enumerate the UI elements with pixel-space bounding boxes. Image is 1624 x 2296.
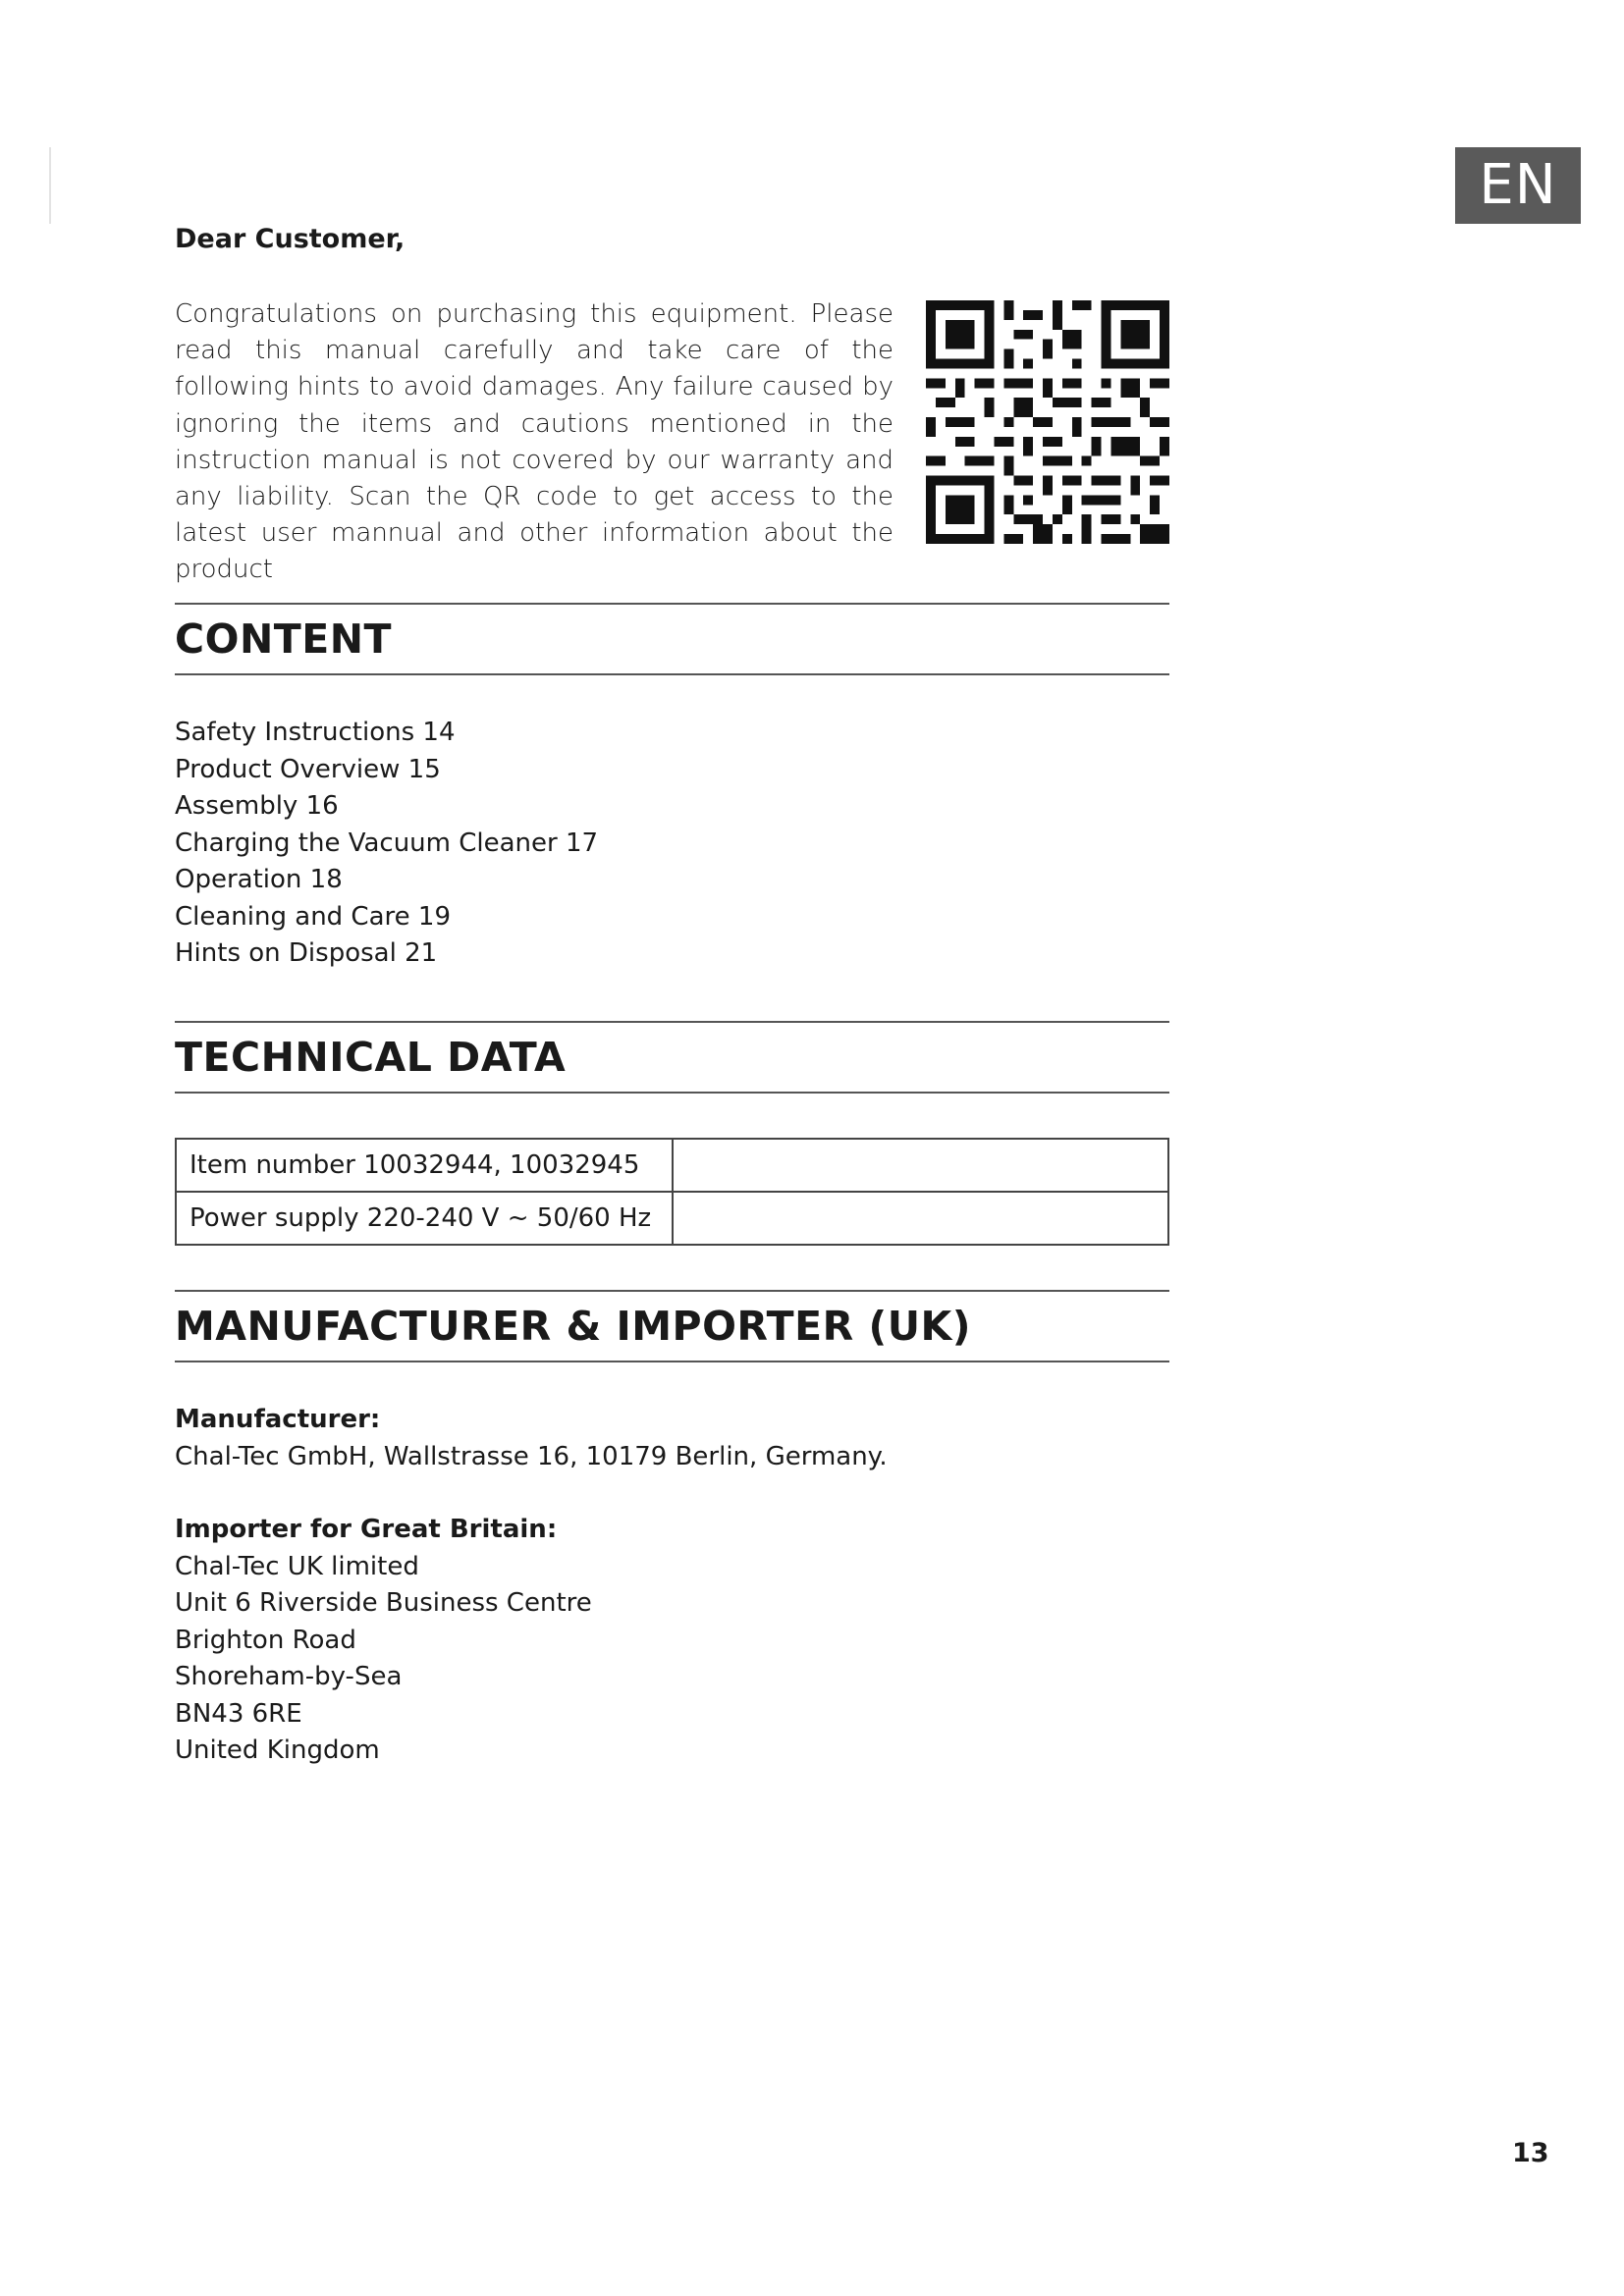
importer-label: Importer for Great Britain: [175,1515,558,1544]
importer-line: Shoreham-by-Sea [175,1662,403,1691]
manufacturer-label: Manufacturer: [175,1405,381,1434]
manufacturer-block [175,1402,888,1475]
table-row [176,1139,1168,1192]
importer-line: United Kingdom [175,1735,380,1765]
greeting: Dear Customer, [175,224,406,254]
importer-block [175,1512,592,1770]
manufacturer-section-header [175,1290,1169,1362]
intro-paragraph: Congratulations on purchasing this equipment. Please read this manual carefully and take care of the following hints to avoid damages. Any failure caused by ignoring the items and cautions mentioned in the instruction manual is not covered by our warranty and any liability. Scan the QR code to get access to the latest user mannual and other information about the product [175,299,893,585]
language-badge: EN [1455,147,1581,224]
technical-data-section-header [175,1021,1169,1094]
margin-rule [49,147,51,224]
importer-line: Unit 6 Riverside Business Centre [175,1588,592,1618]
toc-item[interactable]: Operation 18 [175,865,343,894]
table-cell [673,1192,1169,1245]
page-number: 13 [1512,2138,1549,2168]
importer-line: Chal-Tec UK limited [175,1551,419,1581]
importer-line: Brighton Road [175,1625,356,1655]
toc-item[interactable]: Hints on Disposal 21 [175,938,438,968]
toc-item[interactable]: Charging the Vacuum Cleaner 17 [175,828,599,858]
toc-item[interactable]: Cleaning and Care 19 [175,901,451,932]
manufacturer-address: Chal-Tec GmbH, Wallstrasse 16, 10179 Berlin, Germany. [175,1441,888,1471]
importer-line: BN43 6RE [175,1698,302,1729]
toc-item[interactable]: Product Overview 15 [175,754,441,784]
table-cell [673,1139,1169,1192]
manufacturer-heading: MANUFACTURER & IMPORTER (UK) [175,1303,972,1350]
table-of-contents [175,715,598,973]
toc-item[interactable]: Safety Instructions 14 [175,718,456,747]
table-cell: Item number 10032944, 10032945 [176,1139,673,1192]
table-row [176,1192,1168,1245]
content-section-header [175,603,1169,675]
technical-data-heading: TECHNICAL DATA [175,1034,567,1081]
qr-code-icon[interactable] [926,300,1169,544]
toc-item[interactable]: Assembly 16 [175,791,339,821]
content-heading: CONTENT [175,615,393,663]
technical-data-table [175,1138,1169,1246]
table-cell: Power supply 220-240 V ~ 50/60 Hz [176,1192,673,1245]
